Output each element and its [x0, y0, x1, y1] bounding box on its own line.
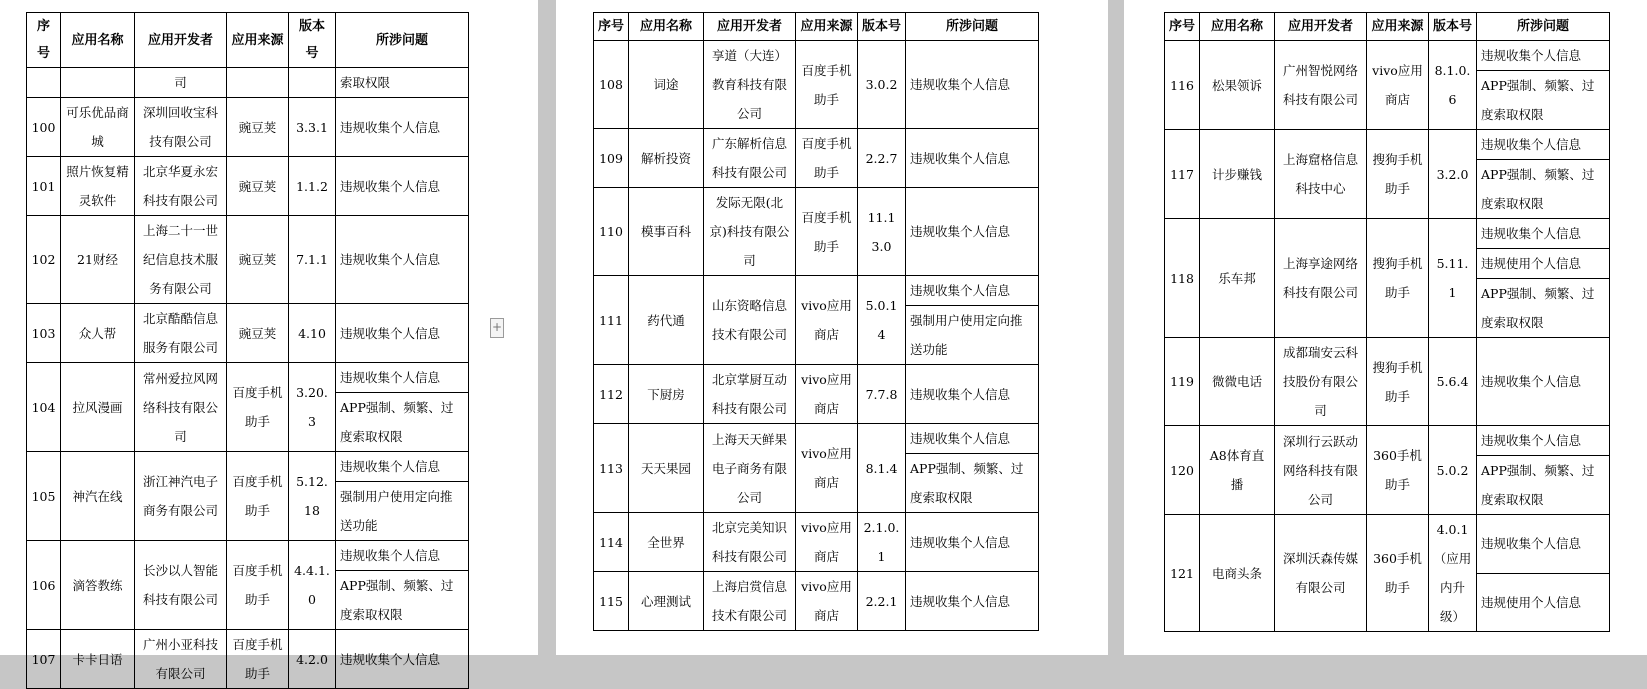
cell-issue: 违规收集个人信息 — [336, 630, 469, 689]
cell-issue: 违规收集个人信息 — [1477, 219, 1610, 249]
cell-seq: 118 — [1165, 219, 1200, 338]
cell-issue: 违规使用个人信息 — [1477, 249, 1610, 279]
continued-row — [27, 68, 469, 98]
cell-version: 2.1.0.1 — [858, 513, 906, 572]
cell-developer: 深圳回收宝科技有限公司 — [135, 98, 227, 157]
header-developer: 应用开发者 — [1275, 13, 1367, 41]
cell-version: 5.0.2 — [1429, 426, 1477, 515]
cell-seq: 119 — [1165, 338, 1200, 426]
cell-seq: 117 — [1165, 130, 1200, 219]
header-seq: 序号 — [27, 13, 61, 68]
cell-app-name: 微微电话 — [1200, 338, 1275, 426]
cell-developer: 山东资略信息技术有限公司 — [704, 276, 796, 365]
cell-developer: 成都瑞安云科技股份有限公司 — [1275, 338, 1367, 426]
table-body — [27, 68, 469, 689]
cell-seq — [27, 68, 61, 98]
cell-version: 5.12.18 — [289, 452, 336, 541]
cell-seq: 109 — [594, 129, 629, 188]
cell-developer: 广东解析信息科技有限公司 — [704, 129, 796, 188]
cell-issue: 强制用户使用定向推送功能 — [336, 482, 469, 541]
table-header-row — [27, 13, 469, 68]
cell-developer: 常州爱拉风网络科技有限公司 — [135, 363, 227, 452]
cell-seq: 115 — [594, 572, 629, 631]
cell-source: 豌豆荚 — [227, 157, 289, 216]
cell-app-name: 心理测试 — [629, 572, 704, 631]
table-row — [594, 188, 1039, 276]
cell-source: 豌豆荚 — [227, 98, 289, 157]
cell-version: 5.11.1 — [1429, 219, 1477, 338]
cell-app-name: 21财经 — [61, 216, 135, 304]
table-row — [27, 363, 469, 393]
cell-seq: 103 — [27, 304, 61, 363]
cell-source: vivo应用商店 — [796, 513, 858, 572]
cell-app-name: 照片恢复精灵软件 — [61, 157, 135, 216]
cell-app-name: 可乐优品商城 — [61, 98, 135, 157]
cell-app-name: 药代通 — [629, 276, 704, 365]
table-row — [594, 129, 1039, 188]
cell-seq: 101 — [27, 157, 61, 216]
cell-developer: 司 — [135, 68, 227, 98]
table-row — [27, 157, 469, 216]
cell-issue: 违规收集个人信息 — [336, 216, 469, 304]
table-header-row — [1165, 13, 1610, 41]
header-source: 应用来源 — [796, 13, 858, 41]
cell-developer: 北京掌厨互动科技有限公司 — [704, 365, 796, 424]
cell-issue: 违规收集个人信息 — [906, 188, 1039, 276]
cell-app-name: 模事百科 — [629, 188, 704, 276]
cell-issue: 违规收集个人信息 — [1477, 515, 1610, 574]
cell-seq: 100 — [27, 98, 61, 157]
cell-issue: APP强制、频繁、过度索取权限 — [336, 571, 469, 630]
cell-source: 豌豆荚 — [227, 304, 289, 363]
cell-source: 百度手机助手 — [796, 188, 858, 276]
table-row — [1165, 338, 1610, 426]
cell-seq: 107 — [27, 630, 61, 689]
app-table-page-2 — [593, 12, 1039, 631]
cell-developer: 上海天天鲜果电子商务有限公司 — [704, 424, 796, 513]
header-developer: 应用开发者 — [135, 13, 227, 68]
cell-version: 3.3.1 — [289, 98, 336, 157]
cell-issue: APP强制、频繁、过度索取权限 — [336, 393, 469, 452]
header-source: 应用来源 — [227, 13, 289, 68]
cell-developer: 长沙以人智能科技有限公司 — [135, 541, 227, 630]
header-seq: 序号 — [594, 13, 629, 41]
table-row — [594, 41, 1039, 129]
cell-source: vivo应用商店 — [796, 572, 858, 631]
cell-version: 4.4.1.0 — [289, 541, 336, 630]
cell-source: vivo应用商店 — [796, 424, 858, 513]
cell-version: 8.1.4 — [858, 424, 906, 513]
cell-issue: 违规使用个人信息 — [1477, 573, 1610, 632]
cell-issue: 违规收集个人信息 — [906, 276, 1039, 306]
cell-app-name: 拉风漫画 — [61, 363, 135, 452]
cell-version: 5.6.4 — [1429, 338, 1477, 426]
cell-app-name — [61, 68, 135, 98]
cell-developer: 享道（大连）教育科技有限公司 — [704, 41, 796, 129]
cell-issue: 违规收集个人信息 — [1477, 41, 1610, 71]
header-app-name: 应用名称 — [61, 13, 135, 68]
cell-version: 5.0.14 — [858, 276, 906, 365]
cell-developer: 浙江神汽电子商务有限公司 — [135, 452, 227, 541]
cell-developer: 上海启赏信息技术有限公司 — [704, 572, 796, 631]
app-table-page-3 — [1164, 12, 1610, 632]
cell-app-name: 众人帮 — [61, 304, 135, 363]
cell-version — [289, 68, 336, 98]
cell-source: vivo应用商店 — [1367, 41, 1429, 130]
table-row — [594, 572, 1039, 631]
cell-app-name: 卡卡日语 — [61, 630, 135, 689]
cell-version: 11.13.0 — [858, 188, 906, 276]
cell-developer: 北京完美知识科技有限公司 — [704, 513, 796, 572]
cell-app-name: 下厨房 — [629, 365, 704, 424]
cell-issue: 违规收集个人信息 — [906, 513, 1039, 572]
cell-version: 8.1.0.6 — [1429, 41, 1477, 130]
cell-seq: 105 — [27, 452, 61, 541]
cell-developer: 上海窟格信息科技中心 — [1275, 130, 1367, 219]
header-version: 版本号 — [858, 13, 906, 41]
cell-issue: 违规收集个人信息 — [336, 98, 469, 157]
cell-issue: APP强制、频繁、过度索取权限 — [1477, 279, 1610, 338]
header-source: 应用来源 — [1367, 13, 1429, 41]
table-row — [27, 98, 469, 157]
cell-issue: APP强制、频繁、过度索取权限 — [906, 454, 1039, 513]
cell-source: vivo应用商店 — [796, 365, 858, 424]
cell-version: 4.2.0 — [289, 630, 336, 689]
cell-app-name: 天天果园 — [629, 424, 704, 513]
table-body — [594, 41, 1039, 631]
cell-seq: 106 — [27, 541, 61, 630]
cell-issue: 违规收集个人信息 — [906, 365, 1039, 424]
table-row — [1165, 219, 1610, 249]
add-table-column-button[interactable]: + — [490, 318, 504, 338]
cell-version: 4.0.1（应用内升级） — [1429, 515, 1477, 632]
cell-issue: 违规收集个人信息 — [336, 363, 469, 393]
cell-seq: 110 — [594, 188, 629, 276]
table-row — [27, 541, 469, 571]
cell-issue: APP强制、频繁、过度索取权限 — [1477, 160, 1610, 219]
cell-version: 1.1.2 — [289, 157, 336, 216]
cell-version: 7.1.1 — [289, 216, 336, 304]
cell-version: 3.20.3 — [289, 363, 336, 452]
header-app-name: 应用名称 — [1200, 13, 1275, 41]
cell-app-name: 全世界 — [629, 513, 704, 572]
header-issue: 所涉问题 — [906, 13, 1039, 41]
cell-issue: 强制用户使用定向推送功能 — [906, 306, 1039, 365]
cell-developer: 上海二十一世纪信息技术服务有限公司 — [135, 216, 227, 304]
table-row — [27, 216, 469, 304]
cell-app-name: 松果领诉 — [1200, 41, 1275, 130]
header-version: 版本号 — [1429, 13, 1477, 41]
cell-seq: 112 — [594, 365, 629, 424]
cell-issue: 违规收集个人信息 — [906, 424, 1039, 454]
cell-developer: 深圳沃森传媒有限公司 — [1275, 515, 1367, 632]
header-app-name: 应用名称 — [629, 13, 704, 41]
cell-developer: 发际无限(北京)科技有限公司 — [704, 188, 796, 276]
table-row — [1165, 130, 1610, 160]
cell-issue: APP强制、频繁、过度索取权限 — [1477, 456, 1610, 515]
table-row — [594, 365, 1039, 424]
cell-source — [227, 68, 289, 98]
cell-seq: 102 — [27, 216, 61, 304]
cell-issue: 违规收集个人信息 — [906, 572, 1039, 631]
document-page-2 — [556, 0, 1108, 655]
cell-developer: 广州小亚科技有限公司 — [135, 630, 227, 689]
cell-version: 3.2.0 — [1429, 130, 1477, 219]
cell-issue: 违规收集个人信息 — [336, 452, 469, 482]
cell-source: 百度手机助手 — [796, 129, 858, 188]
cell-seq: 108 — [594, 41, 629, 129]
cell-app-name: 计步赚钱 — [1200, 130, 1275, 219]
cell-app-name: A8体育直播 — [1200, 426, 1275, 515]
header-issue: 所涉问题 — [336, 13, 469, 68]
header-developer: 应用开发者 — [704, 13, 796, 41]
cell-app-name: 解析投资 — [629, 129, 704, 188]
table-row — [1165, 426, 1610, 456]
cell-app-name: 乐车邦 — [1200, 219, 1275, 338]
table-body — [1165, 41, 1610, 632]
cell-developer: 北京华夏永宏科技有限公司 — [135, 157, 227, 216]
cell-source: 360手机助手 — [1367, 426, 1429, 515]
cell-issue: 违规收集个人信息 — [906, 129, 1039, 188]
cell-app-name: 电商头条 — [1200, 515, 1275, 632]
cell-version: 2.2.1 — [858, 572, 906, 631]
cell-developer: 深圳行云跃动网络科技有限公司 — [1275, 426, 1367, 515]
table-row — [594, 276, 1039, 306]
cell-seq: 104 — [27, 363, 61, 452]
cell-version: 4.10 — [289, 304, 336, 363]
cell-source: 百度手机助手 — [796, 41, 858, 129]
cell-app-name: 滴答教练 — [61, 541, 135, 630]
app-table-page-1 — [26, 12, 469, 689]
cell-source: 豌豆荚 — [227, 216, 289, 304]
cell-issue: 违规收集个人信息 — [906, 41, 1039, 129]
table-row — [1165, 41, 1610, 71]
table-row — [27, 452, 469, 482]
document-page-1 — [0, 0, 538, 681]
cell-source: 百度手机助手 — [227, 630, 289, 689]
cell-app-name: 词途 — [629, 41, 704, 129]
cell-source: 搜狗手机助手 — [1367, 219, 1429, 338]
cell-seq: 121 — [1165, 515, 1200, 632]
cell-issue: 违规收集个人信息 — [336, 304, 469, 363]
cell-developer: 上海享途网络科技有限公司 — [1275, 219, 1367, 338]
cell-issue: 违规收集个人信息 — [1477, 426, 1610, 456]
table-row — [1165, 515, 1610, 574]
cell-seq: 120 — [1165, 426, 1200, 515]
cell-version: 7.7.8 — [858, 365, 906, 424]
header-issue: 所涉问题 — [1477, 13, 1610, 41]
cell-version: 2.2.7 — [858, 129, 906, 188]
table-row — [594, 513, 1039, 572]
cell-seq: 113 — [594, 424, 629, 513]
cell-issue: 违规收集个人信息 — [336, 157, 469, 216]
cell-app-name: 神汽在线 — [61, 452, 135, 541]
table-row — [594, 424, 1039, 454]
cell-developer: 北京酷酷信息服务有限公司 — [135, 304, 227, 363]
cell-issue: 索取权限 — [336, 68, 469, 98]
cell-developer: 广州智悦网络科技有限公司 — [1275, 41, 1367, 130]
cell-source: 百度手机助手 — [227, 363, 289, 452]
cell-source: 360手机助手 — [1367, 515, 1429, 632]
document-page-3 — [1124, 0, 1647, 655]
cell-issue: APP强制、频繁、过度索取权限 — [1477, 71, 1610, 130]
cell-seq: 111 — [594, 276, 629, 365]
table-row — [27, 630, 469, 689]
header-seq: 序号 — [1165, 13, 1200, 41]
cell-source: 搜狗手机助手 — [1367, 338, 1429, 426]
table-header-row — [594, 13, 1039, 41]
cell-version: 3.0.2 — [858, 41, 906, 129]
cell-issue: 违规收集个人信息 — [1477, 130, 1610, 160]
table-row — [27, 304, 469, 363]
cell-seq: 116 — [1165, 41, 1200, 130]
cell-issue: 违规收集个人信息 — [336, 541, 469, 571]
cell-source: 百度手机助手 — [227, 541, 289, 630]
cell-source: 百度手机助手 — [227, 452, 289, 541]
cell-source: vivo应用商店 — [796, 276, 858, 365]
cell-source: 搜狗手机助手 — [1367, 130, 1429, 219]
header-version: 版本号 — [289, 13, 336, 68]
cell-seq: 114 — [594, 513, 629, 572]
cell-issue: 违规收集个人信息 — [1477, 338, 1610, 426]
